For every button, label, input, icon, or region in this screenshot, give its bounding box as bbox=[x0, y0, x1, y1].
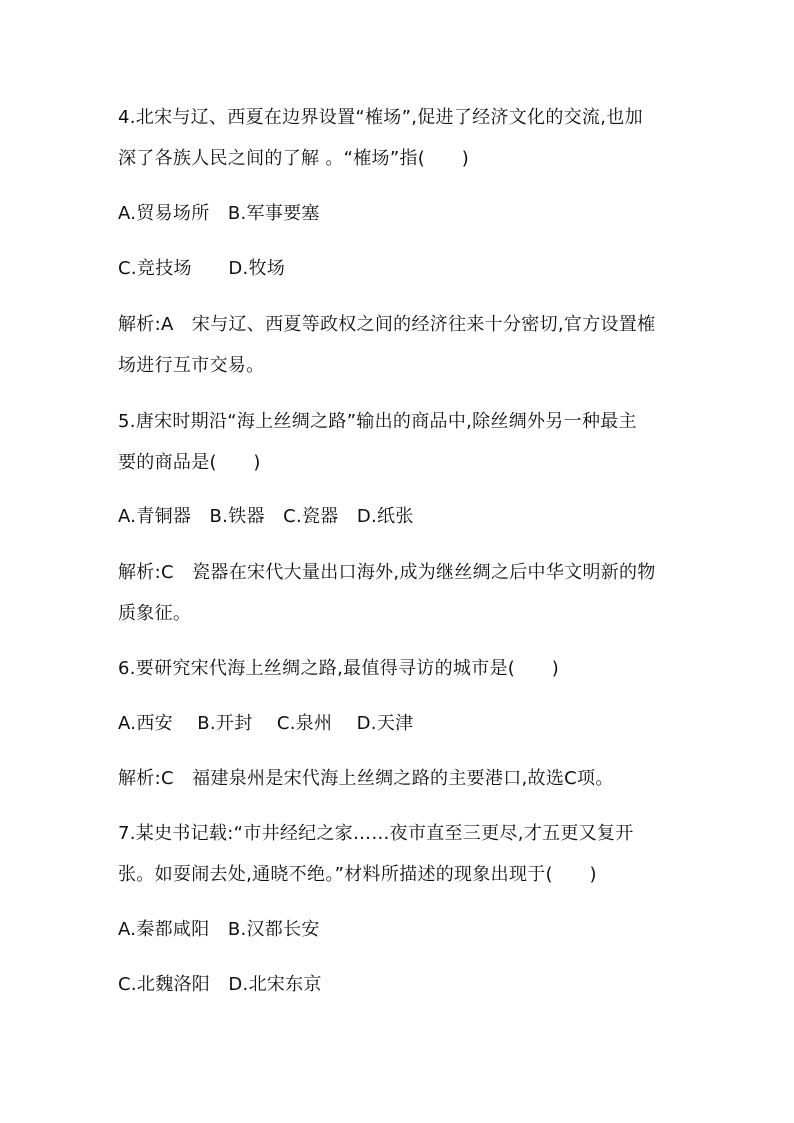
question-4-options-line-2: C.竞技场 D.牧场 bbox=[118, 258, 286, 279]
question-5-analysis-line-1: 解析:C 瓷器在宋代大量出口海外,成为继丝绸之后中华文明新的物 bbox=[118, 562, 656, 583]
question-6-stem-line-1: 6.要研究宋代海上丝绸之路,最值得寻访的城市是( ) bbox=[118, 658, 560, 679]
question-7-options-line-1: A.秦都咸阳 B.汉都长安 bbox=[118, 919, 320, 940]
question-5-stem-line-2: 要的商品是( ) bbox=[118, 452, 261, 473]
question-6-analysis-line-1: 解析:C 福建泉州是宋代海上丝绸之路的主要港口,故选C项。 bbox=[118, 768, 614, 789]
question-4-analysis-line-2: 场进行互市交易。 bbox=[118, 355, 265, 376]
question-7-stem-line-2: 张。如耍闹去处,通晓不绝。”材料所描述的现象出现于( ) bbox=[118, 864, 597, 885]
question-6-options-line-1: A.西安 B.开封 C.泉州 D.天津 bbox=[118, 713, 414, 734]
question-7-stem-line-1: 7.某史书记载:“市井经纪之家……夜市直至三更尽,才五更又复开 bbox=[118, 823, 634, 844]
question-7-options-line-2: C.北魏洛阳 D.北宋东京 bbox=[118, 974, 322, 995]
question-4-analysis-line-1: 解析:A 宋与辽、西夏等政权之间的经济往来十分密切,官方设置榷 bbox=[118, 314, 656, 335]
question-4-stem-line-1: 4.北宋与辽、西夏在边界设置“榷场”,促进了经济文化的交流,也加 bbox=[118, 107, 643, 128]
question-5-stem-line-1: 5.唐宋时期沿“海上丝绸之路”输出的商品中,除丝绸外另一种最主 bbox=[118, 411, 637, 432]
question-4-stem-line-2: 深了各族人民之间的了解 。“榷场”指( ) bbox=[118, 148, 470, 169]
question-5-options-line-1: A.青铜器 B.铁器 C.瓷器 D.纸张 bbox=[118, 506, 414, 527]
question-5-analysis-line-2: 质象征。 bbox=[118, 603, 192, 624]
question-4-options-line-1: A.贸易场所 B.军事要塞 bbox=[118, 203, 320, 224]
